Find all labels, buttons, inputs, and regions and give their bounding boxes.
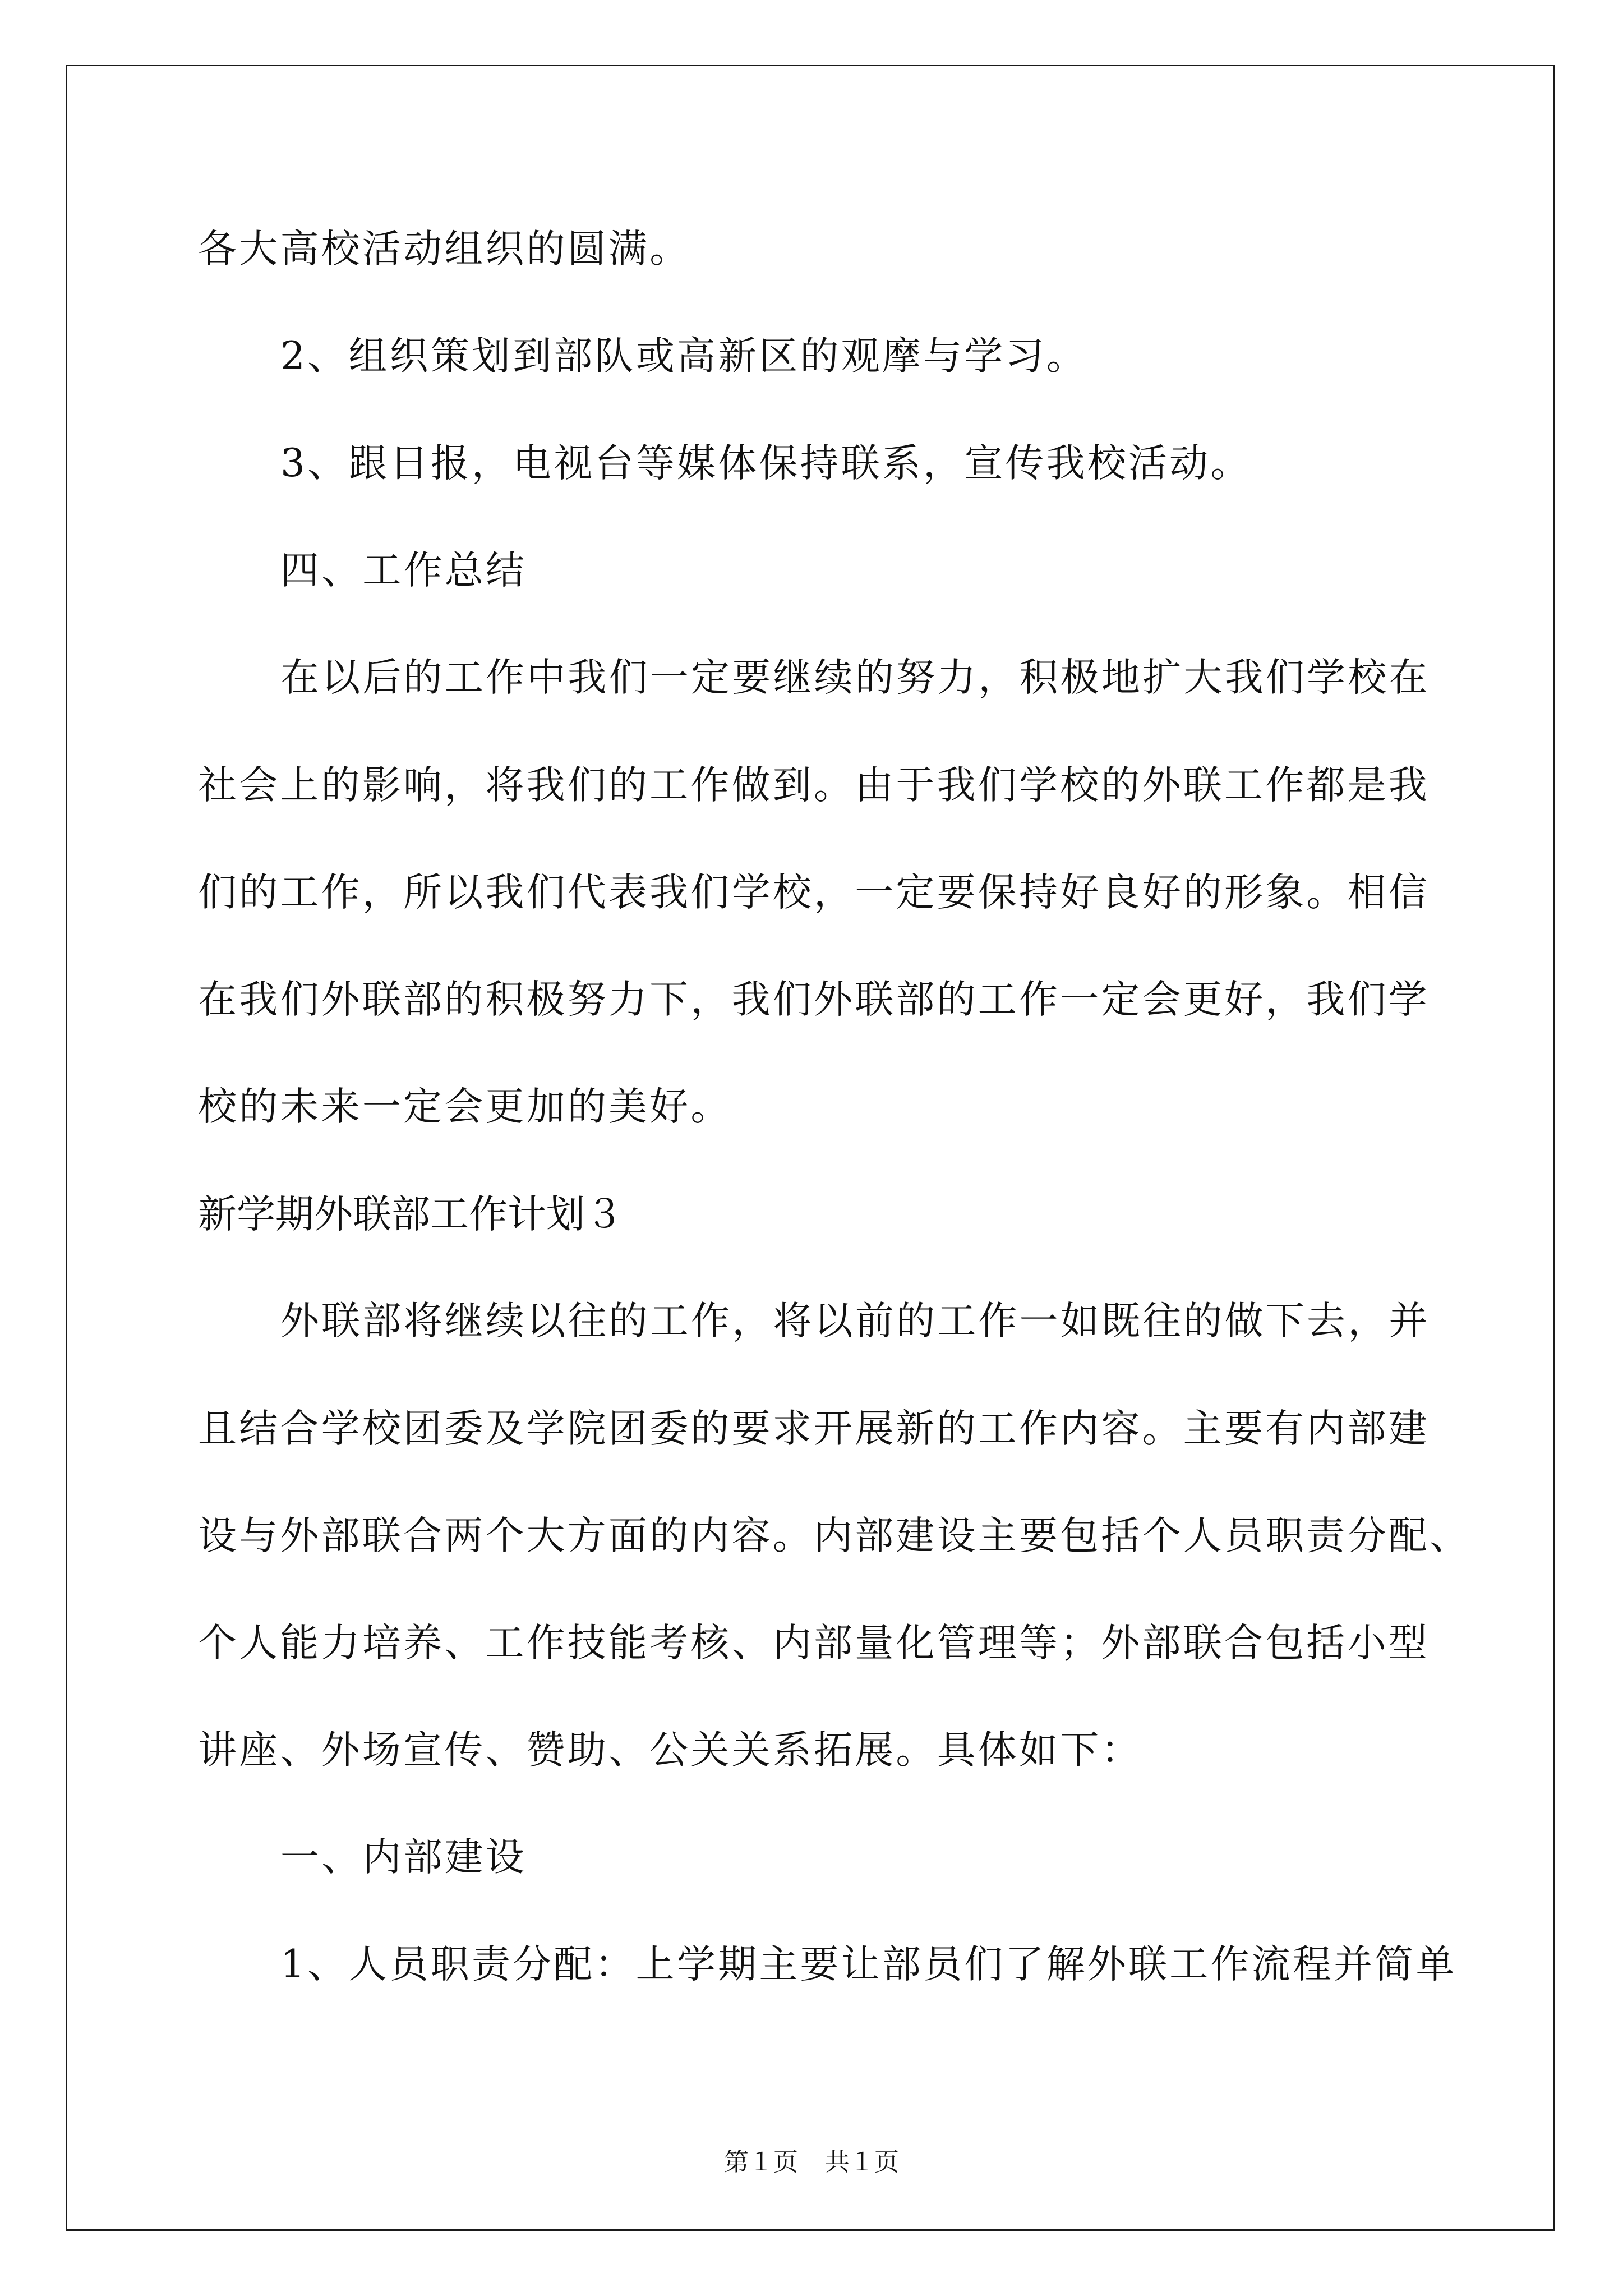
text-line: 设与外部联合两个大方面的内容。内部建设主要包括个人员职责分配、 [198, 1513, 1471, 1558]
page-number-total: 共１页 [825, 2148, 899, 2176]
text-line: 外联部将继续以往的工作，将以前的工作一如既往的做下去，并 [280, 1299, 1430, 1343]
text-line: 在我们外联部的积极努力下，我们外联部的工作一定会更好，我们学 [198, 977, 1430, 1022]
text-line: 个人能力培养、工作技能考核、内部量化管理等；外部联合包括小型 [198, 1621, 1430, 1665]
text-line: 在以后的工作中我们一定要继续的努力，积极地扩大我们学校在 [280, 655, 1430, 700]
text-line: 且结合学校团委及学院团委的要求开展新的工作内容。主要有内部建 [198, 1406, 1430, 1451]
document-heading: 新学期外联部工作计划３ [198, 1193, 624, 1236]
page-footer [0, 2142, 1623, 2178]
text-line: 2、组织策划到部队或高新区的观摩与学习。 [280, 334, 1087, 379]
text-line: 校的未来一定会更加的美好。 [198, 1084, 732, 1129]
page-number-current: 第１页 [724, 2148, 798, 2176]
page-border [66, 65, 1555, 2231]
text-line: 1、人员职责分配：上学期主要让部员们了解外联工作流程并简单 [280, 1942, 1457, 1987]
text-line: 讲座、外场宣传、赞助、公关关系拓展。具体如下： [198, 1728, 1142, 1773]
text-line: 各大高校活动组织的圆满。 [198, 227, 691, 272]
text-line: 3、跟日报，电视台等媒体保持联系，宣传我校活动。 [280, 441, 1252, 486]
text-line: 们的工作，所以我们代表我们学校，一定要保持好良好的形象。相信 [198, 870, 1430, 915]
section-heading: 一、内部建设 [280, 1835, 527, 1880]
text-line: 社会上的影响，将我们的工作做到。由于我们学校的外联工作都是我 [198, 763, 1430, 808]
section-heading: 四、工作总结 [280, 548, 527, 593]
